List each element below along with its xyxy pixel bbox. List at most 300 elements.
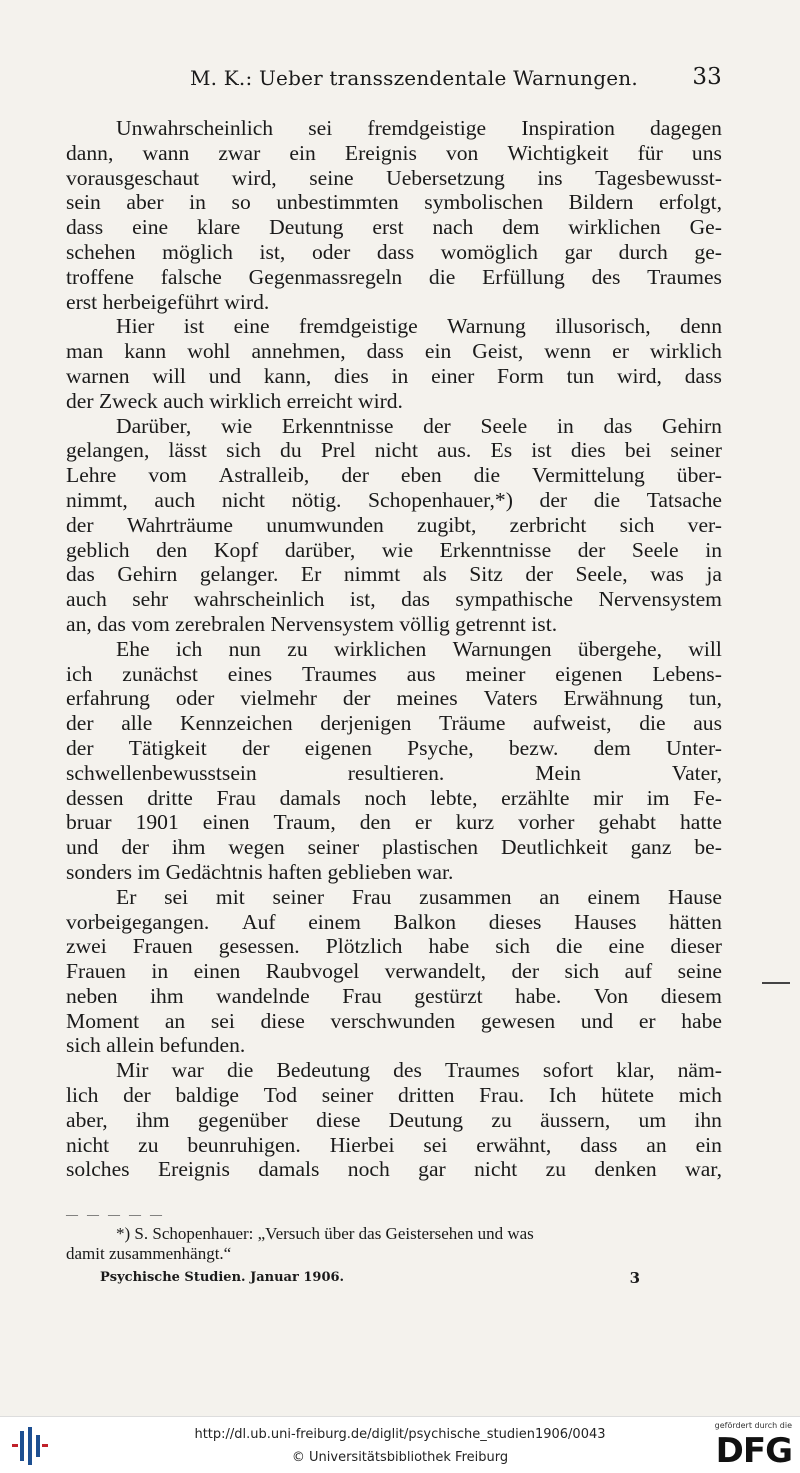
word: diese (316, 1107, 361, 1132)
word: Fe- (693, 785, 722, 810)
word: näm- (677, 1058, 722, 1083)
word: aufweist, (533, 711, 612, 736)
dfg-logo (706, 1421, 792, 1471)
journal-signature: Psychische Studien. Januar 1906. (100, 1270, 345, 1285)
word: zu (287, 636, 308, 661)
word: Frau. (479, 1083, 525, 1108)
word: für (637, 140, 663, 165)
word: erfahrung (66, 686, 150, 711)
word: Hauses (574, 909, 637, 934)
word: gehabt (598, 810, 656, 835)
word: die (226, 1058, 254, 1083)
word: das (401, 587, 430, 612)
word: ich (66, 661, 93, 686)
word: erzählte (501, 785, 570, 810)
text-line: sonders im Gedächtnis haften geblieben war. (66, 859, 454, 884)
word: bei (624, 438, 652, 463)
word: in (391, 363, 409, 388)
text-line (66, 1157, 722, 1182)
word: man (66, 339, 104, 364)
text-line (66, 686, 722, 711)
word: Ereignis (344, 140, 417, 165)
word: Er (116, 884, 137, 909)
word: diese (260, 1008, 305, 1033)
word: unumwunden (266, 512, 384, 537)
word: ver- (687, 512, 722, 537)
word: Seele (631, 537, 679, 562)
word: oder (311, 239, 351, 264)
word: Tätigkeit (128, 735, 207, 760)
word: zu (545, 1157, 567, 1182)
word: Nervensystem (598, 587, 722, 612)
word: wohl (187, 339, 231, 364)
word: dieser (670, 934, 722, 959)
word: Ich (548, 1083, 577, 1108)
text-line (66, 116, 722, 141)
text-line: erst herbeigeführt wird. (66, 289, 270, 314)
word: nicht (66, 1132, 110, 1157)
word: Träume (439, 711, 506, 736)
word: der (423, 413, 451, 438)
word: habe (681, 1008, 722, 1033)
word: vom (148, 463, 187, 488)
word: des (393, 1058, 422, 1083)
word: Vermittelung (532, 463, 645, 488)
word: ich (175, 636, 203, 661)
word: an (646, 1132, 667, 1157)
word: seiner (272, 884, 325, 909)
word: verwandelt, (384, 959, 487, 984)
word: noch (347, 1157, 390, 1182)
word: gelanger. (199, 562, 279, 587)
word: Seele, (575, 562, 628, 587)
running-head (66, 66, 722, 96)
word: die (593, 487, 621, 512)
footnote (66, 1224, 722, 1264)
word: wenn (544, 339, 592, 364)
text-line (66, 265, 722, 290)
word: einem (587, 884, 641, 909)
word: einer (431, 363, 475, 388)
word: die (473, 463, 501, 488)
word: den (359, 810, 391, 835)
word: Erkenntnisse (281, 413, 394, 438)
word: damals (258, 1157, 320, 1182)
word: wirklichen (333, 636, 427, 661)
word: kann, (263, 363, 312, 388)
word: dass (684, 363, 722, 388)
word: Vater, (671, 760, 722, 785)
word: ein (289, 140, 316, 165)
word: er (414, 810, 432, 835)
word: klare (197, 215, 241, 240)
word: er (612, 339, 629, 364)
word: resultieren. (347, 760, 445, 785)
word: ist, (349, 587, 376, 612)
word: Gegenmassregeln (248, 264, 403, 289)
word: Lehre (66, 463, 117, 488)
text-line (66, 885, 722, 910)
text-line (66, 513, 722, 538)
word: Gehirn (661, 413, 722, 438)
word: Moment (66, 1008, 140, 1033)
text-line (66, 1058, 722, 1083)
word: in (151, 959, 169, 984)
word: Bedeutung (276, 1058, 370, 1083)
word: Traumes (444, 1058, 520, 1083)
word: nicht (374, 438, 418, 463)
word: geblich (66, 537, 130, 562)
word: eine (132, 215, 169, 240)
word: nicht (474, 1157, 518, 1182)
dfg-funding-note: gefördert durch die (714, 1421, 792, 1430)
word: der (539, 487, 568, 512)
word: uns (691, 140, 722, 165)
text-line (66, 761, 722, 786)
word: wahrscheinlich (193, 587, 325, 612)
word: symbolischen (424, 190, 544, 215)
word: Balkon (393, 909, 457, 934)
word: der (123, 1083, 151, 1108)
word: falsche (160, 264, 222, 289)
word: wird, (231, 165, 277, 190)
word: ge- (694, 239, 722, 264)
word: beunruhigen. (187, 1132, 301, 1157)
word: lich (66, 1083, 99, 1108)
word: Form (497, 363, 544, 388)
text-line (66, 711, 722, 736)
word: dessen (66, 785, 124, 810)
word: sein (66, 190, 101, 215)
word: Frauen (132, 934, 193, 959)
word: aus. (437, 438, 472, 463)
text-line (66, 587, 722, 612)
word: seiner (670, 438, 722, 463)
word: eben (400, 463, 442, 488)
word: der (241, 735, 270, 760)
word: annehmen, (251, 339, 346, 364)
word: dass (376, 239, 415, 264)
word: Vaters (483, 686, 538, 711)
footnote-line: *) S. Schopenhauer: „Versuch über das Geistersehen und was (116, 1224, 534, 1243)
word: Hier (116, 314, 155, 339)
word: der (511, 959, 540, 984)
word: seine (309, 165, 354, 190)
text-line (66, 141, 722, 166)
word: mir (593, 785, 624, 810)
word: derjenigen (320, 711, 412, 736)
word: auf (624, 959, 653, 984)
text-line: sich allein befunden. (66, 1033, 246, 1058)
word: in (705, 537, 722, 562)
word: eigenen (555, 661, 623, 686)
word: zwei (66, 934, 107, 959)
word: baldige (175, 1083, 239, 1108)
word: wirklichen (568, 215, 661, 240)
word: be- (694, 835, 722, 860)
word: ihm (150, 983, 184, 1008)
word: dies (570, 438, 606, 463)
text-line: an, das vom zerebralen Nervensystem völlig getrennt ist. (66, 611, 558, 636)
word: noch (364, 785, 407, 810)
word: wird, (616, 363, 662, 388)
word: an (164, 1008, 186, 1033)
word: lässt (168, 438, 207, 463)
word: plastischen (382, 835, 479, 860)
word: übergehe, (577, 636, 663, 661)
word: der (577, 537, 606, 562)
margin-mark (762, 982, 790, 984)
word: lebte, (430, 785, 478, 810)
word: Warnung (447, 314, 526, 339)
word: Mein (535, 760, 581, 785)
word: gesessen. (218, 934, 300, 959)
word: äussern, (540, 1107, 611, 1132)
word: der (66, 512, 94, 537)
word: aus (406, 661, 436, 686)
word: zusammen (419, 884, 512, 909)
word: Hierbei (329, 1132, 395, 1157)
word: mit (215, 884, 245, 909)
word: kurz (455, 810, 495, 835)
word: er (638, 1008, 656, 1033)
word: Inspiration (521, 116, 615, 140)
word: zerbricht (509, 512, 587, 537)
word: der (342, 686, 371, 711)
word: dass (66, 215, 104, 240)
word: Frau (342, 983, 382, 1008)
text-line (66, 538, 722, 563)
word: eine (608, 934, 645, 959)
word: verschwunden (330, 1008, 456, 1033)
word: dritte (147, 785, 193, 810)
word: Erkenntnisse (439, 537, 552, 562)
word: was (650, 562, 684, 587)
word: Prel (320, 438, 356, 463)
word: so (231, 190, 251, 215)
word: der (66, 735, 94, 760)
word: illusorisch, (555, 314, 651, 339)
word: die (556, 934, 583, 959)
word: in (556, 413, 574, 438)
word: eigenen (304, 735, 372, 760)
word: nimmt, (66, 487, 128, 512)
word: und (208, 363, 242, 388)
word: Geist, (472, 339, 524, 364)
sheet-number: 3 (629, 1269, 640, 1287)
word: sei (308, 116, 333, 140)
word: dann, (66, 140, 114, 165)
word: Wichtigkeit (507, 140, 609, 165)
word: der (66, 711, 94, 736)
word: Ereignis (157, 1157, 230, 1182)
word: 1901 (135, 810, 179, 835)
word: zu (491, 1107, 512, 1132)
word: fremdgeistige (367, 116, 487, 140)
source-url[interactable]: http://dl.ub.uni-freiburg.de/diglit/psychische_studien1906/0043 (194, 1427, 606, 1442)
word: Tagesbewusst- (595, 165, 722, 190)
word: erwähnt, (476, 1132, 552, 1157)
word: schwellenbewusstsein (66, 760, 257, 785)
word: die (639, 711, 666, 736)
word: Unter- (666, 735, 722, 760)
word: dass (366, 339, 404, 364)
word: den (156, 537, 188, 562)
word: ins (537, 165, 563, 190)
word: Plötzlich (325, 934, 403, 959)
word: auch (66, 587, 107, 612)
word: der (341, 463, 369, 488)
text-line (66, 934, 722, 959)
text-line (66, 364, 722, 389)
word: Er (300, 562, 322, 587)
word: diesem (660, 983, 722, 1008)
word: vorher (518, 810, 575, 835)
word: auch (154, 487, 196, 512)
word: Es (490, 438, 513, 463)
text-line (66, 190, 722, 215)
word: hatte (679, 810, 722, 835)
word: Traum, (273, 810, 336, 835)
word: mich (678, 1083, 722, 1108)
word: dies (333, 363, 369, 388)
body-text (66, 116, 722, 1182)
word: Sitz (469, 562, 503, 587)
word: habe (428, 934, 470, 959)
word: seine (677, 959, 722, 984)
word: Tod (263, 1083, 298, 1108)
word: ist, (259, 239, 286, 264)
word: Auf (241, 909, 276, 934)
text-line (66, 835, 722, 860)
word: Deutung (388, 1107, 464, 1132)
word: der (525, 562, 553, 587)
word: als (422, 562, 447, 587)
word: war, (685, 1157, 722, 1182)
word: habe. (515, 983, 562, 1008)
word: Wahrträume (126, 512, 233, 537)
word: eines (227, 661, 273, 686)
word: denken (594, 1157, 657, 1182)
word: dem (502, 215, 540, 240)
word: zwar (218, 140, 261, 165)
word: Bildern (568, 190, 634, 215)
word: durch (618, 239, 668, 264)
word: darüber, (284, 537, 356, 562)
word: ihm (171, 835, 206, 860)
word: zunächst (122, 661, 198, 686)
word: alle (121, 711, 153, 736)
word: Astralleib, (218, 463, 310, 488)
word: gewesen (480, 1008, 556, 1033)
word: um (638, 1107, 667, 1132)
word: Frauen (66, 959, 126, 984)
word: wandelnde (216, 983, 310, 1008)
footer-bar (0, 1416, 800, 1473)
word: bruar (66, 810, 112, 835)
word: Erfüllung (482, 264, 565, 289)
word: wie (221, 413, 253, 438)
word: erfolgt, (659, 190, 722, 215)
page-number: 33 (692, 64, 722, 90)
word: Unwahrscheinlich (116, 116, 274, 140)
word: vorausgeschaut (66, 165, 200, 190)
word: aus (693, 711, 722, 736)
copyright-text: © Universitätsbibliothek Freiburg (291, 1450, 509, 1465)
word: Psyche, (407, 735, 474, 760)
text-line (66, 959, 722, 984)
word: ihn (694, 1107, 722, 1132)
word: denn (680, 314, 722, 339)
word: über- (676, 463, 722, 488)
text-line (66, 562, 722, 587)
word: Tatsache (646, 487, 722, 512)
word: Raubvogel (265, 959, 360, 984)
text-line (66, 488, 722, 513)
text-line (66, 1133, 722, 1158)
word: dieses (488, 909, 542, 934)
word: meiner (465, 661, 526, 686)
word: oder (175, 686, 215, 711)
text-line (66, 1009, 722, 1034)
dfg-logo-text: DFG (715, 1431, 792, 1471)
word: sei (210, 1008, 235, 1033)
word: hätten (669, 909, 722, 934)
word: sei (164, 884, 189, 909)
text-line (66, 736, 722, 761)
word: die (428, 264, 456, 289)
word: damals (279, 785, 341, 810)
text-line (66, 438, 722, 463)
word: und (66, 835, 99, 860)
word: hütete (601, 1083, 654, 1108)
text-line (66, 984, 722, 1009)
text-line (66, 662, 722, 687)
text-line (66, 1108, 722, 1133)
word: sehr (132, 587, 169, 612)
word: wann (142, 140, 190, 165)
word: sich (619, 512, 655, 537)
word: möglich (162, 239, 233, 264)
word: Ge- (689, 215, 722, 240)
word: dagegen (650, 116, 722, 140)
word: eine (233, 314, 270, 339)
word: womöglich (440, 239, 538, 264)
word: unbestimmten (276, 190, 399, 215)
word: ihm (135, 1107, 170, 1132)
word: sofort (542, 1058, 594, 1083)
word: von (445, 140, 479, 165)
text-line (66, 810, 722, 835)
word: zu (138, 1132, 159, 1157)
text-line (66, 339, 722, 364)
word: troffene (66, 264, 134, 289)
word: an (539, 884, 560, 909)
word: Darüber, (116, 413, 192, 438)
word: einen (193, 959, 241, 984)
word: klar, (616, 1058, 655, 1083)
word: zugibt, (417, 512, 477, 537)
word: nötig. (291, 487, 342, 512)
word: seiner (307, 835, 360, 860)
word: nimmt (343, 562, 401, 587)
word: Hause (667, 884, 722, 909)
word: einen (202, 810, 250, 835)
word: Deutlichkeit (500, 835, 608, 860)
word: und (580, 1008, 614, 1033)
text-line (66, 166, 722, 191)
word: Deutung (269, 215, 344, 240)
